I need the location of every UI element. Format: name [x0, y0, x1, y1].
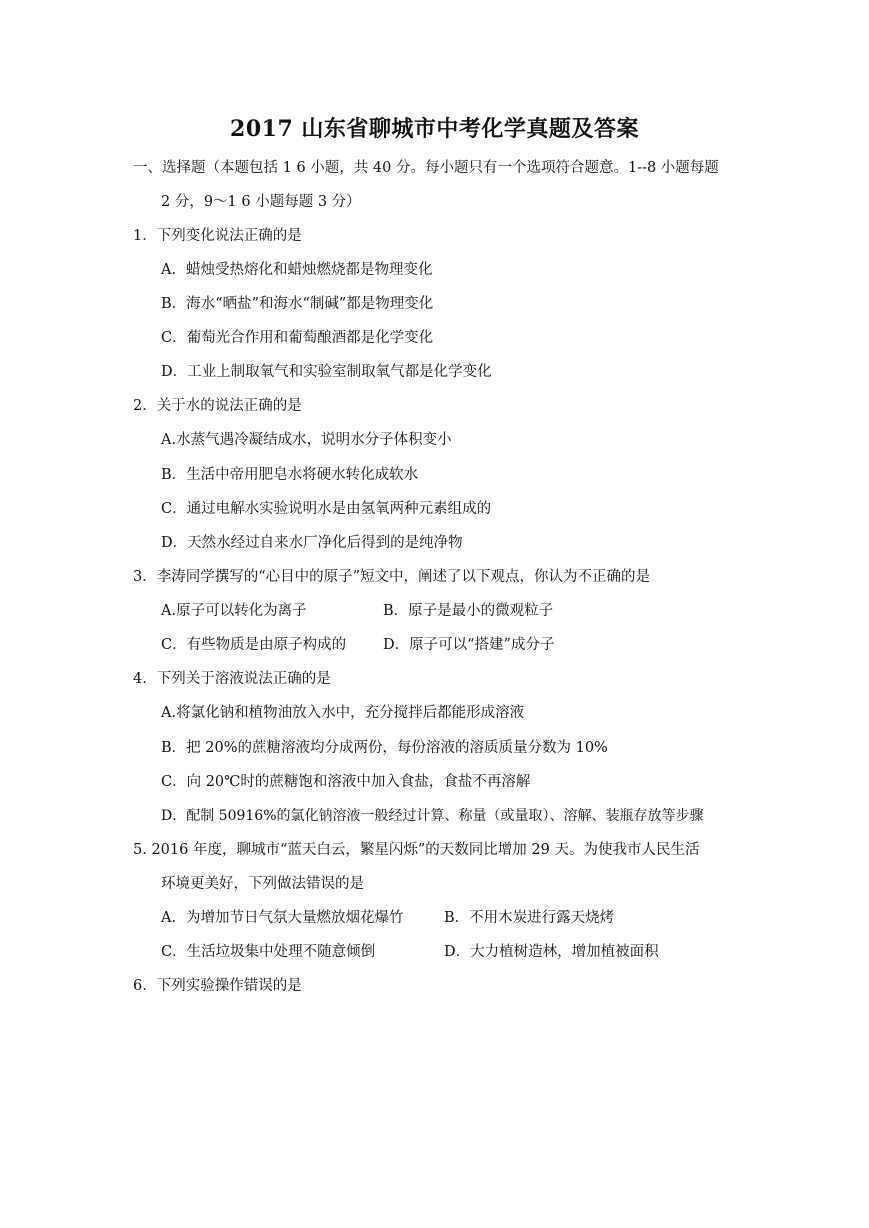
- question-5-option-c: C．生活垃圾集中处理不随意倾倒: [161, 944, 376, 960]
- question-6-stem: 6．下列实验操作错误的是: [133, 978, 302, 994]
- question-1-stem: 1．下列变化说法正确的是: [133, 228, 302, 244]
- question-1-option-c: C．葡萄光合作用和葡萄酿酒都是化学变化: [161, 330, 434, 346]
- section-header-line-1: 一、选择题（本题包括 1 6 小题，共 40 分。每小题只有一个选项符合题意。1--8 小题每题: [133, 160, 719, 176]
- question-3-option-d: D．原子可以“搭建”成分子: [383, 637, 555, 653]
- question-5-stem: 5. 2016 年度，聊城市“蓝天白云，繁星闪烁”的天数同比增加 29 天。为使我市人民生活: [133, 842, 700, 858]
- question-3-option-b: B．原子是最小的微观粒子: [383, 603, 554, 619]
- question-3-option-c: C．有些物质是由原子构成的: [161, 637, 347, 653]
- section-header-line-2: 2 分，9～1 6 小题每题 3 分）: [161, 194, 361, 210]
- question-2-option-b: B．生活中帝用肥皂水将硬水转化成软水: [161, 467, 419, 483]
- question-5-stem-continued: 环境更美好，下列做法错误的是: [161, 876, 364, 892]
- question-4-option-d: D．配制 50916%的氯化钠溶液一般经过计算、称量（或量取）、溶解、装瓶存放等步骤: [161, 808, 704, 824]
- question-2-option-c: C．通过电解水实验说明水是由氢氧两种元素组成的: [161, 501, 492, 517]
- question-2-option-d: D．天然水经过自来水厂净化后得到的是纯净物: [161, 535, 463, 551]
- question-3-option-a: A.原子可以转化为离子: [161, 603, 307, 619]
- question-5-option-a: A．为增加节日气氛大量燃放烟花爆竹: [161, 910, 404, 926]
- question-4-option-b: B．把 20%的蔗糖溶液均分成两份，每份溶液的溶质质量分数为 10%: [161, 740, 608, 756]
- question-2-stem: 2．关于水的说法正确的是: [133, 398, 302, 414]
- document-title: 2017 山东省聊城市中考化学真题及答案: [230, 116, 639, 142]
- question-4-option-a: A.将氯化钠和植物油放入水中，充分搅拌后都能形成溶液: [161, 705, 525, 721]
- question-1-option-d: D．工业上制取氧气和实验室制取氧气都是化学变化: [161, 364, 492, 380]
- question-5-option-d: D．大力植树造林，增加植被面积: [444, 944, 659, 960]
- question-4-option-c: C．向 20℃时的蔗糖饱和溶液中加入食盐，食盐不再溶解: [161, 774, 531, 790]
- question-1-option-b: B．海水“晒盐”和海水“制碱”都是物理变化: [161, 296, 434, 312]
- question-2-option-a: A.水蒸气遇冷凝结成水，说明水分子体积变小: [161, 432, 452, 448]
- question-3-stem: 3．李涛同学撰写的“心目中的原子”短文中，阐述了以下观点，你认为不正确的是: [133, 569, 651, 585]
- question-4-stem: 4．下列关于溶液说法正确的是: [133, 671, 331, 687]
- question-5-option-b: B．不用木炭进行露天烧烤: [444, 910, 615, 926]
- question-1-option-a: A．蜡烛受热熔化和蜡烛燃烧都是物理变化: [161, 262, 433, 278]
